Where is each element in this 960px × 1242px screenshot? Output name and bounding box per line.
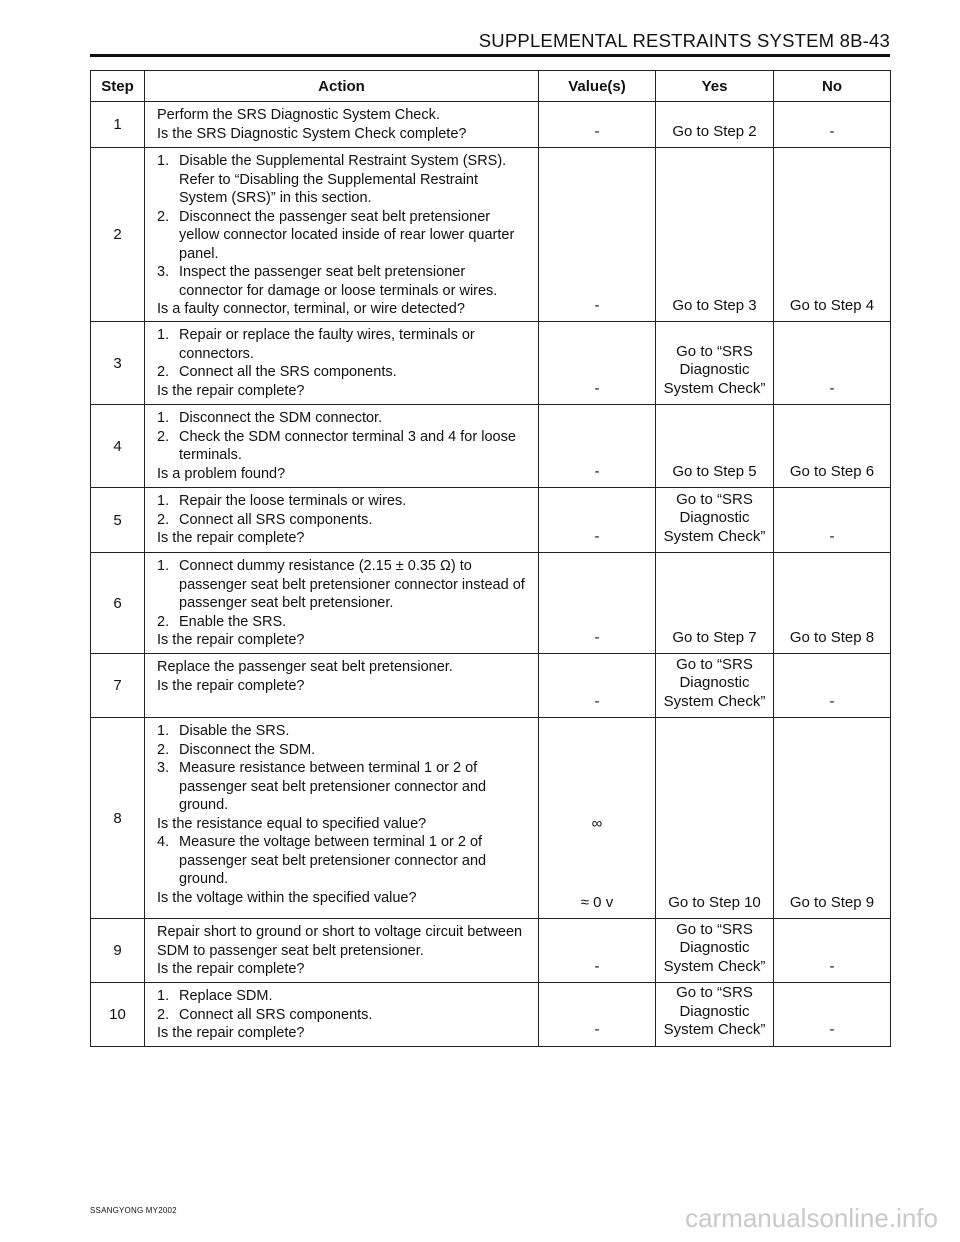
- item-text: Check the SDM connector terminal 3 and 4 for loose terminals.: [179, 428, 516, 463]
- yes-action: Go to Step 7: [672, 628, 757, 646]
- item-number: 3.: [157, 264, 170, 280]
- value-cell: [539, 553, 656, 654]
- item-number: 2.: [157, 613, 170, 630]
- value-cell: [539, 718, 656, 919]
- action-step-item: [157, 263, 530, 300]
- value-text: -: [594, 692, 600, 710]
- yes-action: Go to Step 10: [668, 893, 761, 911]
- yes-cell: [656, 919, 774, 983]
- value-text: -: [594, 957, 600, 975]
- item-text: Measure the voltage between terminal 1 or 2 of passenger seat belt pretensioner connector and ground.: [179, 834, 487, 887]
- value-text: -: [594, 379, 600, 397]
- value-cell: [539, 102, 656, 148]
- value-cell: [539, 654, 656, 718]
- item-number: 1.: [157, 327, 170, 343]
- item-text: Disconnect the passenger seat belt pretensioner yellow connector located inside of rear lower quarter panel.: [179, 208, 515, 262]
- step-number: 8: [91, 718, 145, 919]
- item-text: Enable the SRS.: [179, 613, 287, 630]
- action-question: Is the repair complete?: [157, 382, 305, 399]
- step-number: 6: [91, 553, 145, 654]
- yes-cell: [656, 488, 774, 553]
- value-cell: [539, 405, 656, 488]
- action-cell: [145, 488, 539, 553]
- item-text: Connect all SRS components.: [179, 1006, 373, 1023]
- yes-cell: [656, 102, 774, 148]
- yes-cell: [656, 148, 774, 322]
- value-text: -: [594, 1021, 600, 1038]
- value-text: -: [594, 122, 600, 140]
- action-cell: [145, 654, 539, 718]
- yes-action: Go to “SRS Diagnostic System Check”: [663, 655, 766, 710]
- table-row: [91, 919, 891, 983]
- action-cell: [145, 322, 539, 405]
- item-text: Disconnect the SDM.: [179, 741, 316, 758]
- header-rule: [90, 54, 890, 57]
- value-cell: [539, 919, 656, 983]
- table-row: [91, 553, 891, 654]
- item-number: 3.: [157, 760, 170, 776]
- table-row: [91, 322, 891, 405]
- value-text: -: [594, 628, 600, 646]
- page-header-title: SUPPLEMENTAL RESTRAINTS SYSTEM 8B-43: [478, 30, 890, 51]
- action-step-item: [157, 492, 530, 511]
- diagnostic-table: [90, 70, 891, 1047]
- no-action: Go to Step 4: [774, 148, 891, 322]
- yes-cell: [656, 405, 774, 488]
- yes-action: Go to “SRS Diagnostic System Check”: [663, 984, 766, 1038]
- no-action: -: [774, 488, 891, 553]
- yes-action: Go to Step 2: [672, 122, 757, 140]
- value-text: -: [594, 462, 600, 480]
- action-cell: [145, 102, 539, 148]
- action-step-item: [157, 557, 530, 613]
- action-question: Is the SRS Diagnostic System Check complete?: [157, 125, 467, 142]
- no-action: Go to Step 8: [774, 553, 891, 654]
- action-cell: [145, 148, 539, 322]
- item-text: Connect all SRS components.: [179, 511, 373, 528]
- watermark: carmanualsonline.info: [685, 1203, 938, 1233]
- item-number: 2.: [157, 208, 170, 225]
- item-number: 2.: [157, 428, 170, 445]
- yes-action: Go to “SRS Diagnostic System Check”: [663, 920, 766, 975]
- action-question: Is a faulty connector, terminal, or wire detected?: [157, 301, 465, 317]
- no-action: -: [774, 322, 891, 405]
- header-step: Step: [91, 71, 145, 102]
- table-row: [91, 718, 891, 919]
- step-number: 3: [91, 322, 145, 405]
- action-cell: [145, 983, 539, 1047]
- no-action: -: [774, 102, 891, 148]
- no-action: Go to Step 6: [774, 405, 891, 488]
- action-step-item: [157, 208, 530, 264]
- step-number: 4: [91, 405, 145, 488]
- item-text: Repair or replace the faulty wires, terminals or connectors.: [179, 327, 475, 362]
- item-number: 4.: [157, 834, 170, 850]
- step-number: 10: [91, 983, 145, 1047]
- action-question: Is the resistance equal to specified value?: [157, 815, 427, 832]
- item-text: Replace SDM.: [179, 988, 273, 1004]
- action-question: Is the repair complete?: [157, 677, 305, 694]
- action-cell: [145, 718, 539, 919]
- no-action: -: [774, 654, 891, 718]
- item-text: Disable the Supplemental Restraint System (SRS). Refer to “Disabling the Supplemental Restraint System (SRS)” in this section.: [179, 153, 507, 206]
- item-number: 1.: [157, 493, 170, 509]
- yes-action: Go to “SRS Diagnostic System Check”: [663, 490, 766, 545]
- table-row: [91, 405, 891, 488]
- action-question: Is the repair complete?: [157, 1025, 305, 1041]
- value-cell: [539, 488, 656, 553]
- item-text: Repair the loose terminals or wires.: [179, 493, 407, 509]
- yes-cell: [656, 553, 774, 654]
- action-question: Is a problem found?: [157, 465, 286, 482]
- value-text: -: [594, 527, 600, 545]
- no-action: -: [774, 919, 891, 983]
- item-number: 2.: [157, 511, 170, 528]
- action-step-item: [157, 326, 530, 363]
- header-no: No: [774, 71, 891, 102]
- action-text: Repair short to ground or short to voltage circuit between SDM to passenger seat belt pretensioner.: [157, 924, 523, 959]
- item-text: Connect all the SRS components.: [179, 364, 397, 380]
- item-number: 2.: [157, 364, 170, 380]
- table-row: [91, 102, 891, 148]
- step-number: 2: [91, 148, 145, 322]
- action-cell: [145, 553, 539, 654]
- step-number: 5: [91, 488, 145, 553]
- table-header-row: [91, 71, 891, 102]
- no-action: -: [774, 983, 891, 1047]
- action-step-item: [157, 363, 530, 382]
- item-number: 1.: [157, 988, 170, 1004]
- action-step-item: [157, 741, 530, 760]
- table-body: [91, 102, 891, 1047]
- yes-cell: [656, 654, 774, 718]
- value-text: -: [594, 296, 600, 314]
- action-step-item: [157, 759, 530, 815]
- value-cell: [539, 148, 656, 322]
- table-row: [91, 148, 891, 322]
- action-text: Perform the SRS Diagnostic System Check.: [157, 107, 440, 123]
- item-number: 1.: [157, 153, 170, 169]
- yes-action: Go to “SRS Diagnostic System Check”: [663, 342, 766, 397]
- no-action: Go to Step 9: [774, 718, 891, 919]
- action-text: Replace the passenger seat belt pretensioner.: [157, 659, 453, 675]
- step-number: 9: [91, 919, 145, 983]
- action-step-item: [157, 1006, 530, 1025]
- item-text: Disconnect the SDM connector.: [179, 410, 383, 426]
- step-number: 7: [91, 654, 145, 718]
- footer-model-year: SSANGYONG MY2002: [90, 1206, 177, 1215]
- value-resistance: ∞: [591, 815, 603, 832]
- action-question: Is the repair complete?: [157, 632, 305, 648]
- item-text: Disable the SRS.: [179, 723, 290, 739]
- yes-cell: [656, 718, 774, 919]
- yes-action: Go to Step 3: [672, 296, 757, 314]
- step-number: 1: [91, 102, 145, 148]
- header-action: Action: [145, 71, 539, 102]
- header-yes: Yes: [656, 71, 774, 102]
- item-number: 2.: [157, 741, 170, 758]
- item-text: Inspect the passenger seat belt pretensioner connector for damage or loose terminals or wires.: [179, 264, 498, 299]
- value-cell: [539, 322, 656, 405]
- action-step-item: [157, 409, 530, 428]
- item-text: Connect dummy resistance (2.15 ± 0.35 Ω) to passenger seat belt pretensioner connector instead of passenger seat belt pretensioner.: [179, 558, 525, 611]
- table-row: [91, 488, 891, 553]
- value-text: ≈ 0 v: [580, 893, 614, 911]
- yes-cell: [656, 322, 774, 405]
- item-number: 1.: [157, 723, 170, 739]
- action-cell: [145, 405, 539, 488]
- item-text: Measure resistance between terminal 1 or 2 of passenger seat belt pretensioner connector and ground.: [179, 760, 487, 813]
- action-question: Is the repair complete?: [157, 530, 305, 546]
- action-step-item: [157, 987, 530, 1006]
- action-step-item: [157, 613, 530, 632]
- yes-action: Go to Step 5: [672, 462, 757, 480]
- action-step-item: [157, 152, 530, 208]
- action-step-item: [157, 722, 530, 741]
- item-number: 1.: [157, 558, 170, 574]
- item-number: 1.: [157, 410, 170, 426]
- action-step-item: [157, 428, 530, 465]
- table-row: [91, 654, 891, 718]
- table-row: [91, 983, 891, 1047]
- action-question: Is the voltage within the specified value?: [157, 889, 417, 906]
- yes-cell: [656, 983, 774, 1047]
- item-number: 2.: [157, 1006, 170, 1023]
- header-values: Value(s): [539, 71, 656, 102]
- action-step-item: [157, 511, 530, 530]
- value-cell: [539, 983, 656, 1047]
- action-question: Is the repair complete?: [157, 961, 305, 977]
- action-cell: [145, 919, 539, 983]
- action-step-item: [157, 833, 530, 889]
